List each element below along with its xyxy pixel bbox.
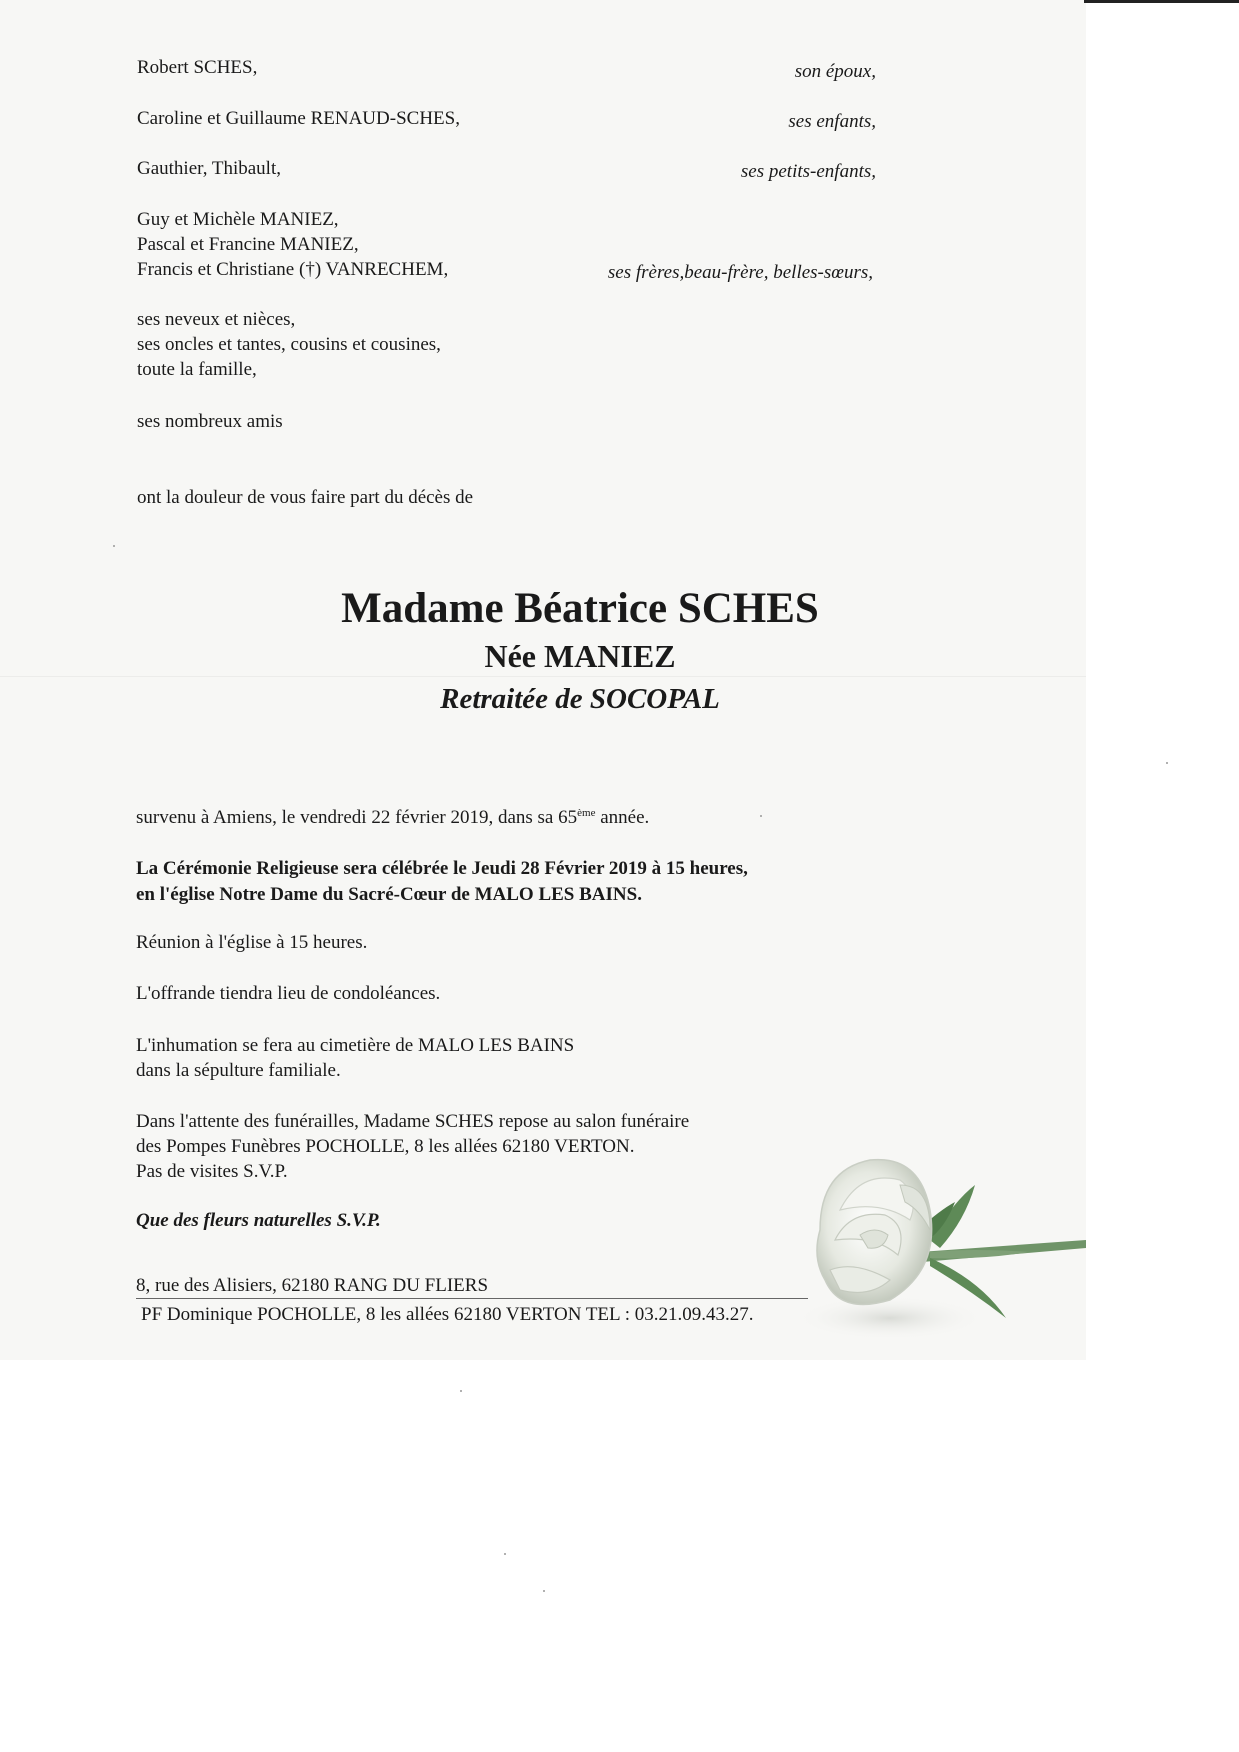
friends-line: ses nombreux amis	[137, 411, 283, 432]
paper-fold-line	[0, 676, 1086, 677]
funeral-home-line-2: des Pompes Funèbres POCHOLLE, 8 les allées 62180 VERTON.	[136, 1136, 635, 1157]
grandchildren-role: ses petits-enfants,	[740, 161, 876, 182]
flowers-line: Que des fleurs naturelles S.V.P.	[136, 1210, 381, 1231]
funeral-home-line-1: Dans l'attente des funérailles, Madame SCHES repose au salon funéraire	[136, 1111, 690, 1132]
corner-mark	[1084, 0, 1239, 3]
white-rose-icon	[780, 1140, 1086, 1355]
children-names: Caroline et Guillaume RENAUD-SCHES,	[137, 108, 460, 129]
scan-speck	[504, 1553, 506, 1555]
announcement-line: ont la douleur de vous faire part du décès de	[137, 487, 474, 508]
extended-line-1: ses neveux et nièces,	[137, 309, 296, 330]
scan-speck	[460, 1390, 462, 1392]
death-notice	[136, 805, 649, 830]
siblings-role: ses frères,beau-frère, belles-sœurs,	[607, 262, 873, 283]
extended-line-2: ses oncles et tantes, cousins et cousines,	[137, 334, 441, 355]
scan-speck	[543, 1590, 545, 1592]
scan-speck	[760, 815, 762, 817]
burial-line-2: dans la sépulture familiale.	[136, 1060, 341, 1081]
scan-speck	[113, 545, 115, 547]
funeral-home-line-3: Pas de visites S.V.P.	[136, 1161, 288, 1182]
occupation: Retraitée de SOCOPAL	[440, 683, 720, 715]
sibling-line-3: Francis et Christiane (†) VANRECHEM,	[137, 259, 449, 280]
ceremony-line-2: en l'église Notre Dame du Sacré-Cœur de MALO LES BAINS.	[136, 884, 642, 905]
maiden-name: Née MANIEZ	[484, 638, 676, 674]
extended-line-3: toute la famille,	[137, 359, 257, 380]
footer-rule	[136, 1298, 808, 1299]
ordinal-suffix: ème	[577, 807, 596, 819]
scan-speck	[1166, 762, 1168, 764]
address-line: 8, rue des Alisiers, 62180 RANG DU FLIERS	[136, 1275, 489, 1296]
offering-line: L'offrande tiendra lieu de condoléances.	[136, 983, 441, 1004]
death-text: survenu à Amiens, le vendredi 22 février 2019, dans sa 65	[136, 807, 578, 828]
grandchildren-names: Gauthier, Thibault,	[137, 158, 281, 179]
spouse-role: son époux,	[794, 61, 876, 82]
children-role: ses enfants,	[788, 111, 876, 132]
ceremony-line-1: La Cérémonie Religieuse sera célébrée le Jeudi 28 Février 2019 à 15 heures,	[136, 858, 748, 879]
footer-line: PF Dominique POCHOLLE, 8 les allées 62180 VERTON TEL : 03.21.09.43.27.	[141, 1304, 754, 1325]
spouse-name: Robert SCHES,	[137, 57, 258, 78]
sibling-line-2: Pascal et Francine MANIEZ,	[137, 234, 359, 255]
burial-line-1: L'inhumation se fera au cimetière de MALO LES BAINS	[136, 1035, 575, 1056]
death-text-end: année.	[595, 807, 650, 828]
meeting-line: Réunion à l'église à 15 heures.	[136, 932, 368, 953]
deceased-name: Madame Béatrice SCHES	[341, 585, 819, 632]
sibling-line-1: Guy et Michèle MANIEZ,	[137, 209, 339, 230]
